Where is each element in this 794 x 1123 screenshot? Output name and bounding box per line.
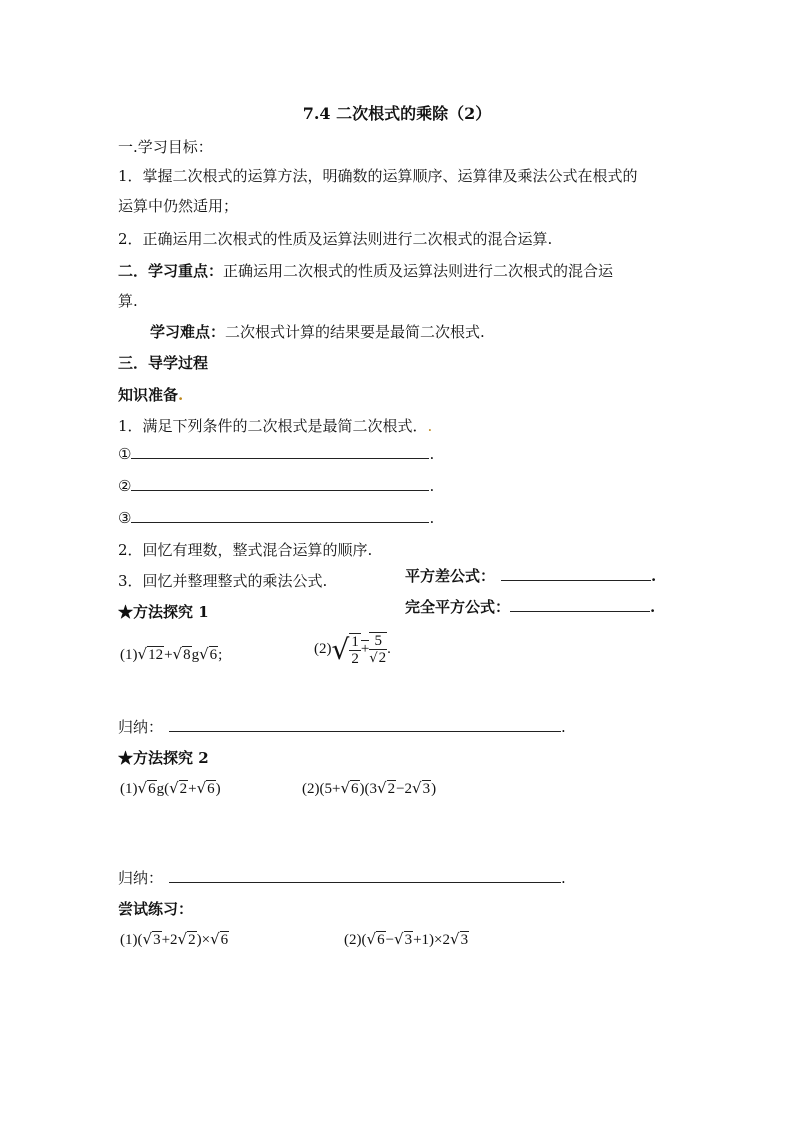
key-points-text-cont: 算.: [118, 292, 138, 310]
knowledge-item-3: 3．回忆并整理整式的乘法公式.: [118, 572, 328, 590]
blank-line-2[interactable]: ② .: [118, 477, 435, 495]
difference-of-squares-label: 平方差公式：: [405, 567, 496, 585]
objective-2: 2．正确运用二次根式的性质及运算法则进行二次根式的混合运算.: [118, 230, 553, 248]
summary-2-row[interactable]: 归纳： .: [118, 869, 566, 887]
practice-problem-1: (1)(√3+2√2)×√6: [120, 930, 229, 948]
key-points-label: 二．学习重点：: [118, 262, 224, 280]
difficulty-text: 二次根式计算的结果要是最简二次根式.: [225, 323, 485, 341]
page-title: 7.4 二次根式的乘除（2）: [302, 104, 492, 123]
method-1-heading: ★方法探究 1: [118, 603, 209, 621]
key-points-text: 正确运用二次根式的性质及运算法则进行二次根式的混合运: [223, 262, 614, 280]
blank-line-1[interactable]: ① .: [118, 445, 435, 463]
knowledge-item-1: 1．满足下列条件的二次根式是最简二次根式．.: [118, 417, 433, 435]
difficulty-label: 学习难点：: [150, 323, 226, 341]
knowledge-item-2: 2．回忆有理数，整式混合运算的顺序.: [118, 541, 373, 559]
blank-line-3[interactable]: ③ .: [118, 509, 435, 527]
objective-1-line-a: 1．掌握二次根式的运算方法，明确数的运算顺序、运算律及乘法公式在根式的: [118, 167, 638, 185]
summary-1-label: 归纳：: [118, 718, 164, 736]
practice-heading: 尝试练习：: [118, 900, 194, 918]
summary-1-row[interactable]: 归纳： .: [118, 718, 566, 736]
section-3-heading: 三．导学过程: [118, 354, 209, 372]
method-1-problem-1: (1)√12+√8g√6;: [120, 645, 223, 663]
method-1-problem-2: (2)√ $\frac{1}{2}$ + $\frac{5}{√2}$ .: [314, 633, 391, 667]
difference-of-squares-row[interactable]: 平方差公式： .: [405, 567, 657, 585]
method-2-problem-2: (2)(5+√6)(3√2−2√3): [302, 779, 437, 797]
knowledge-heading: 知识准备.: [118, 386, 184, 404]
method-2-problem-1: (1)√6g(√2+√6): [120, 779, 221, 797]
practice-problem-2: (2)(√6−√3+1)×2√3: [344, 930, 469, 948]
method-2-heading: ★方法探究 2: [118, 749, 209, 767]
perfect-square-label: 完全平方公式：: [405, 598, 511, 616]
perfect-square-row[interactable]: 完全平方公式： .: [405, 598, 656, 616]
section-1-heading: 一.学习目标：: [118, 138, 213, 156]
objective-1-line-b: 运算中仍然适用；: [118, 197, 239, 215]
summary-2-label: 归纳：: [118, 869, 164, 887]
